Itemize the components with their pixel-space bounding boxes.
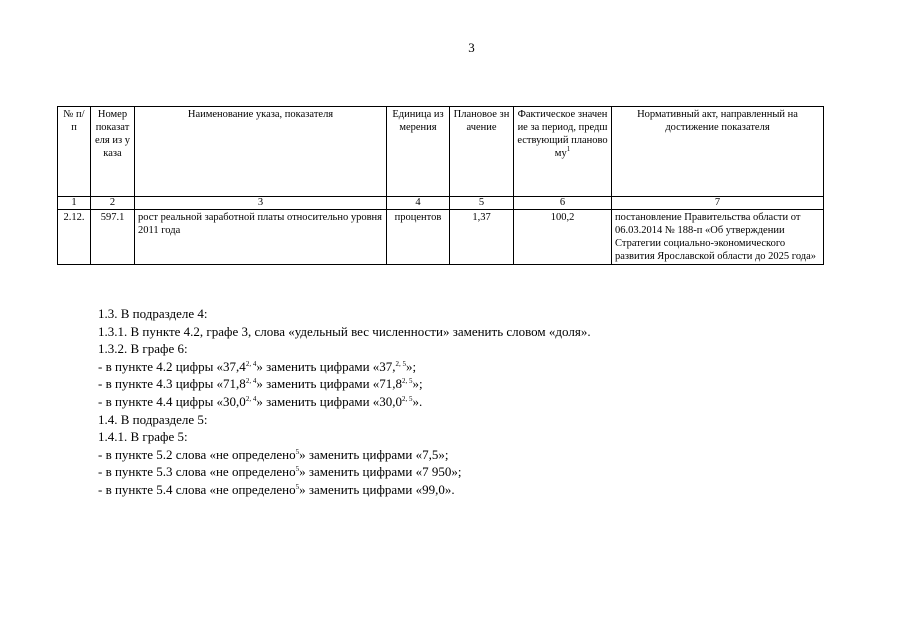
header-unit: Единица измерения: [387, 107, 450, 197]
header-actual-footnote: 1: [566, 145, 571, 153]
cell-unit: процентов: [387, 210, 450, 265]
header-indicator-number: Номер показателя из указа: [91, 107, 135, 197]
cell-planned: 1,37: [450, 210, 514, 265]
column-number: 7: [612, 197, 824, 210]
amendments-text: [98, 305, 858, 499]
amendment-line: [98, 463, 858, 481]
column-number: 2: [91, 197, 135, 210]
amendment-text: - в пункте 4.4 цифры «30,0: [98, 393, 246, 409]
amendment-text: » заменить цифрами «30,0: [256, 393, 403, 409]
page-number: 3: [468, 40, 475, 55]
amendment-text: - в пункте 4.3 цифры «71,8: [98, 376, 246, 392]
amendment-line: [98, 446, 858, 464]
amendment-text: » заменить цифрами «71,8: [256, 376, 403, 392]
header-actual-text: Фактическое значение за период, предшествующий плановому: [517, 109, 608, 159]
footnote-ref: 2, 5: [395, 359, 407, 368]
column-number: 4: [387, 197, 450, 210]
column-numbers-row: [58, 197, 824, 210]
cell-row-number: 2.12.: [58, 210, 91, 265]
footnote-ref: 5: [295, 465, 300, 474]
amendment-line: 1.3. В подразделе 4:: [98, 306, 208, 321]
column-number: 3: [135, 197, 387, 210]
table-row: [58, 210, 824, 265]
table-header-row: [58, 107, 824, 197]
amendment-text: » заменить цифрами «37,: [256, 358, 396, 374]
footnote-ref: 2, 5: [402, 394, 413, 403]
amendment-line: [98, 393, 858, 411]
cell-normative-act: постановление Правительства области от 06.03.2014 № 188-п «Об утверждении Стратегии социально-экономического развития Ярославской области до 2025 года»: [612, 210, 824, 265]
amendment-text: ».: [412, 393, 423, 409]
amendment-text: - в пункте 5.3 слова «не определено: [98, 464, 296, 480]
amendment-text: »;: [412, 376, 423, 392]
amendment-text: - в пункте 5.4 слова «не определено: [98, 481, 296, 497]
amendment-text: »;: [406, 358, 417, 374]
column-number: 5: [450, 197, 514, 210]
amendment-text: - в пункте 5.2 слова «не определено: [98, 446, 296, 462]
footnote-ref: 5: [295, 447, 300, 456]
column-number: 6: [514, 197, 612, 210]
amendment-line: [98, 358, 858, 376]
header-row-number: № п/п: [58, 107, 91, 197]
cell-indicator-name: рост реальной заработной платы относительно уровня 2011 года: [135, 210, 387, 265]
footnote-ref: 2, 4: [245, 359, 257, 368]
amendment-line: 1.4. В подразделе 5:: [98, 411, 208, 427]
footnote-ref: 2, 4: [245, 377, 257, 386]
amendment-text: - в пункте 4.2 цифры «37,4: [98, 358, 246, 374]
footnote-ref: 5: [295, 482, 300, 491]
header-normative-act: Нормативный акт, направленный на достижение показателя: [612, 107, 824, 197]
header-actual: [514, 107, 612, 197]
header-planned: Плановое значение: [450, 107, 514, 197]
column-number: 1: [58, 197, 91, 210]
amendment-line: 1.4.1. В графе 5:: [98, 429, 188, 445]
amendment-text: » заменить цифрами «99,0».: [299, 481, 455, 497]
amendment-line: [98, 481, 858, 499]
cell-indicator-number: 597.1: [91, 210, 135, 265]
amendment-text: » заменить цифрами «7 950»;: [299, 464, 462, 480]
header-indicator-name: Наименование указа, показателя: [135, 107, 387, 197]
amendment-text: » заменить цифрами «7,5»;: [299, 446, 449, 462]
amendment-line: 1.3.2. В графе 6:: [98, 341, 188, 357]
amendment-line: 1.3.1. В пункте 4.2, графе 3, слова «удельный вес численности» заменить словом «доля».: [98, 323, 591, 339]
indicators-table: [57, 106, 824, 265]
cell-actual: 100,2: [514, 210, 612, 265]
footnote-ref: 2, 5: [402, 377, 413, 386]
amendment-line: [98, 375, 858, 393]
footnote-ref: 2, 4: [245, 394, 257, 403]
